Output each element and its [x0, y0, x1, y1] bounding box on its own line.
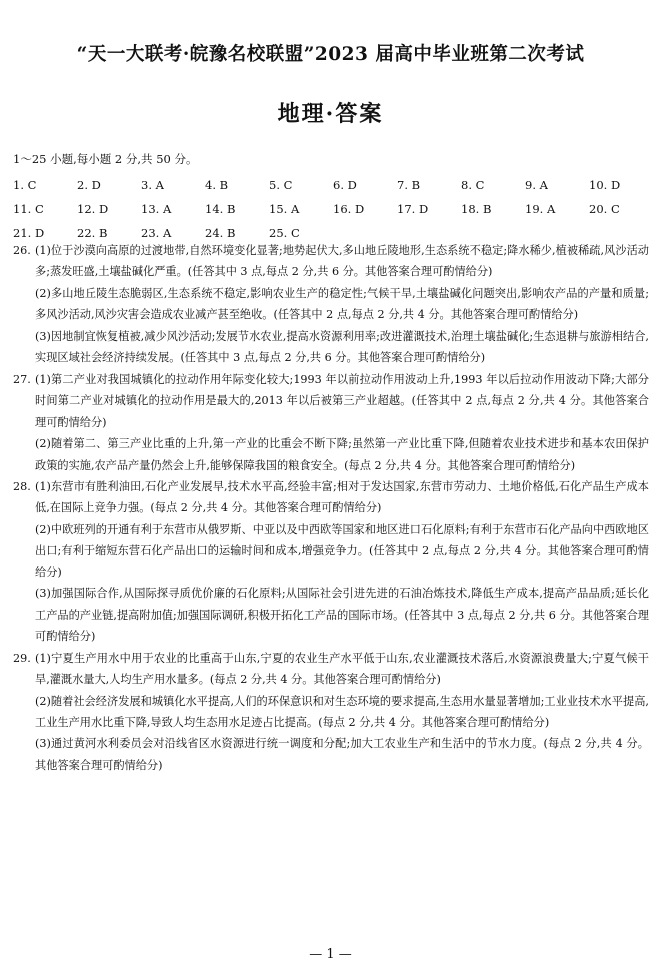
answer-part: (2)中欧班列的开通有利于东营市从俄罗斯、中亚以及中西欧等国家和地区进口石化原料;有利于东营市石化产品向中西欧地区出口;有利于缩短东营石化产品出口的运输时间和成本,增强竞争力。(任答其中 2 点,每点 2 分,共 4 分。其他答案合理可酌情给分): [35, 522, 649, 579]
answer-cell: 10. D: [589, 178, 621, 192]
answer-cell: 13. A: [141, 202, 172, 216]
answer-cell: 5. C: [269, 178, 293, 192]
answer-cell: 2. D: [77, 178, 101, 192]
answer-cell: 23. A: [141, 226, 172, 240]
question-26: [13, 240, 649, 369]
answer-part: (3)加强国际合作,从国际探寻质优价廉的石化原料;从国际社会引进先进的石油冶炼技术,降低生产成本,提高产品品质;延长化工产品的产业链,提高附加值;加强国际调研,积极开拓化工产品的国际市场。(任答其中 3 点,每点 2 分,共 6 分。其他答案合理可酌情给分): [35, 587, 649, 644]
answer-cell: 17. D: [397, 202, 429, 216]
document-subtitle: 地理·答案: [277, 101, 384, 127]
answer-part: (3)因地制宜恢复植被,减少风沙活动;发展节水农业,提高水资源利用率;改进灌溉技术,治理土壤盐碱化;生态退耕与旅游相结合,实现区域社会经济持续发展。(任答其中 3 点,每点 2 分,共 6 分。其他答案合理可酌情给分): [35, 329, 649, 365]
answer-part: (1)宁夏生产用水中用于农业的比重高于山东,宁夏的农业生产水平低于山东,农业灌溉技术落后,水资源浪费量大;宁夏气候干旱,灌溉水量大,人均生产用水量多。(每点 2 分,共 4 分。其他答案合理可酌情给分): [35, 651, 649, 687]
answer-cell: 19. A: [525, 202, 556, 216]
answer-row: [13, 197, 653, 221]
answer-cell: 20. C: [589, 202, 620, 216]
answer-cell: 12. D: [77, 202, 109, 216]
answer-cell: 16. D: [333, 202, 365, 216]
question-29: [13, 648, 649, 777]
answer-cell: 8. C: [461, 178, 485, 192]
question-number: 27.: [13, 372, 31, 386]
answer-cell: 7. B: [397, 178, 421, 192]
answer-cell: 25. C: [269, 226, 300, 240]
answer-cell: 4. B: [205, 178, 229, 192]
answer-cell: 3. A: [141, 178, 164, 192]
answer-part: (1)第二产业对我国城镇化的拉动作用年际变化较大;1993 年以前拉动作用波动上升,1993 年以后拉动作用波动下降;大部分时间第二产业对城镇化的拉动作用是最大的,2013 年以后被第三产业超越。(任答其中 2 点,每点 2 分,共 4 分。其他答案合理可酌情给分): [35, 372, 649, 429]
question-number: 29.: [13, 651, 31, 665]
document-title: “天一大联考·皖豫名校联盟”2023 届高中毕业班第二次考试: [76, 44, 585, 65]
answer-part: (1)位于沙漠向高原的过渡地带,自然环境变化显著;地势起伏大,多山地丘陵地形,生态系统不稳定;降水稀少,植被稀疏,风沙活动多;蒸发旺盛,土壤盐碱化严重。(任答其中 3 点,每点 2 分,共 6 分。其他答案合理可酌情给分): [35, 244, 649, 279]
answer-part: (2)随着第二、第三产业比重的上升,第一产业的比重会不断下降;虽然第一产业比重下降,但随着农业技术进步和基本农田保护政策的实施,农产品产量仍然会上升,能够保障我国的粮食安全。(每点 2 分,共 4 分。其他答案合理可酌情给分): [35, 437, 649, 472]
answer-cell: 9. A: [525, 178, 548, 192]
answer-cell: 6. D: [333, 178, 357, 192]
answer-cell: 22. B: [77, 226, 108, 240]
answer-part: (2)随着社会经济发展和城镇化水平提高,人们的环保意识和对生态环境的要求提高,生态用水量显著增加;工业业技术水平提高,工业生产用水比重下降,导致人均生态用水足迹占比提高。(每点 2 分,共 4 分。其他答案合理可酌情给分): [35, 694, 649, 729]
question-number: 26.: [13, 244, 31, 257]
essay-answers: [13, 240, 649, 776]
answer-part: (2)多山地丘陵生态脆弱区,生态系统不稳定,影响农业生产的稳定性;气候干旱,土壤盐碱化问题突出,影响农产品的产量和质量;多风沙活动,风沙灾害会造成农业减产甚至绝收。(任答其中 2 点,每点 2 分,共 4 分。其他答案合理可酌情给分): [35, 286, 649, 322]
answer-part: (1)东营市有胜利油田,石化产业发展早,技术水平高,经验丰富;相对于发达国家,东营市劳动力、土地价格低,石化产品生产成本低,在国际上竞争力强。(每点 2 分,共 4 分。其他答案合理可酌情给分): [35, 479, 649, 515]
answer-cell: 18. B: [461, 202, 492, 216]
answer-grid: [13, 173, 653, 245]
answer-cell: 14. B: [205, 202, 236, 216]
page-number: — 1 —: [309, 947, 352, 962]
question-27: [13, 369, 649, 476]
answer-row: [13, 173, 653, 197]
answer-cell: 15. A: [269, 202, 300, 216]
choice-intro: 1～25 小题,每小题 2 分,共 50 分。: [13, 152, 198, 166]
answer-cell: 21. D: [13, 226, 45, 240]
question-28: [13, 476, 649, 648]
answer-part: (3)通过黄河水利委员会对沿线省区水资源进行统一调度和分配;加大工农业生产和生活中的节水力度。(每点 2 分,共 4 分。其他答案合理可酌情给分): [35, 737, 649, 772]
answer-cell: 11. C: [13, 202, 44, 216]
answer-cell: 24. B: [205, 226, 236, 240]
answer-cell: 1. C: [13, 178, 37, 192]
question-number: 28.: [13, 479, 31, 493]
